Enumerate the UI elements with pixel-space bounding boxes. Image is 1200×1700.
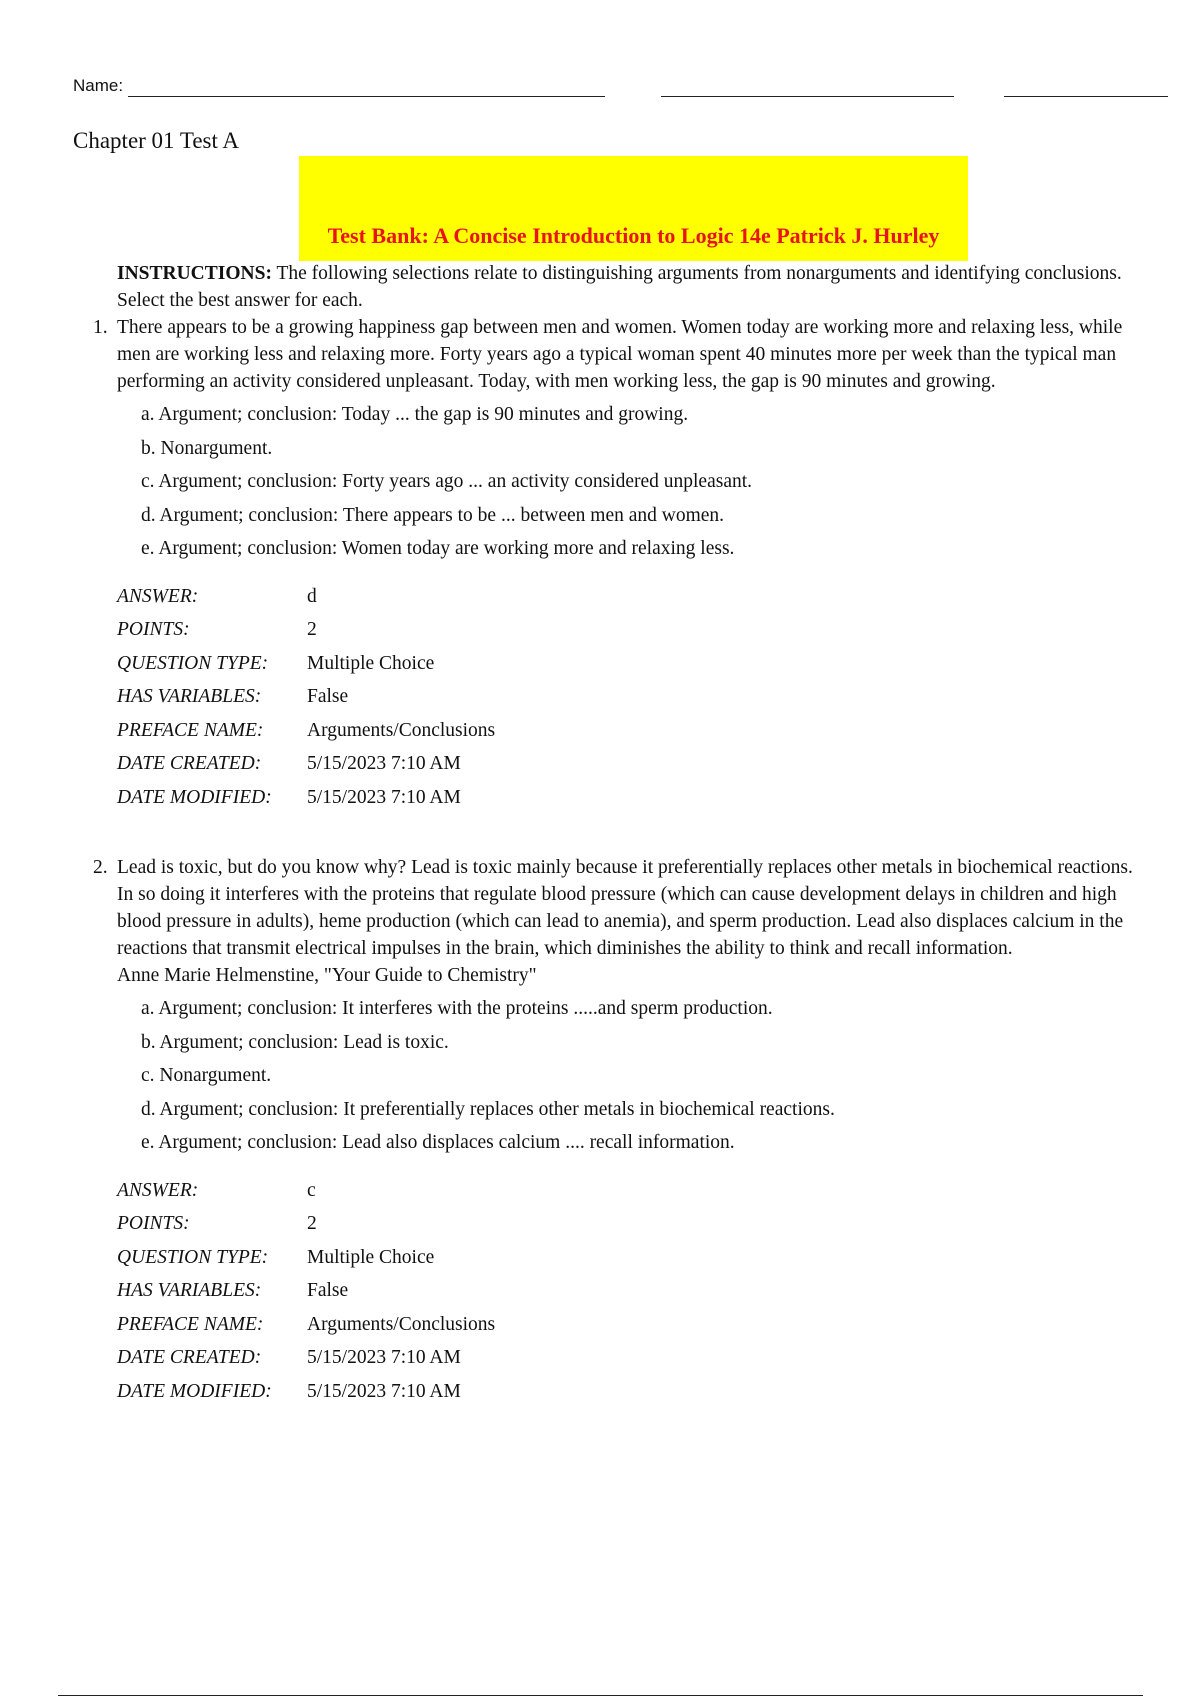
meta-value: 5/15/2023 7:10 AM [307,1347,461,1368]
question-number: 1. [93,317,108,338]
meta-preface-name [117,1308,1153,1342]
option-e: e. Argument; conclusion: Women today are working more and relaxing less. [141,538,735,559]
question-1 [93,314,1153,566]
footer-rule [58,1695,1143,1696]
meta-value: 5/15/2023 7:10 AM [307,753,461,774]
option-d: d. Argument; conclusion: There appears to be ... between men and women. [141,504,725,526]
name-label: Name: [73,76,124,95]
meta-key: POINTS: [117,619,190,640]
question-text: Lead is toxic, but do you know why? Lead is toxic mainly because it preferentially replaces other metals in biochemical reactions. In so doing it interferes with the proteins that regulate blood pressure (which can cause development delays in children and high blood pressure in adults), heme production (which can lead to anemia), and sperm production. Lead also displaces calcium in the reactions that transmit electrical impulses in the brain, which diminishes the ability to think and recall information. [117,857,1133,959]
meta-preface-name [117,714,1153,748]
meta-question-type [117,1241,1153,1275]
meta-date-modified [117,781,1153,815]
option-b: b. Argument; conclusion: Lead is toxic. [141,1031,449,1053]
question-source: Anne Marie Helmenstine, "Your Guide to Chemistry" [117,965,537,986]
meta-key: ANSWER: [117,1179,199,1201]
meta-answer [117,1174,1153,1208]
blank-line-2 [661,96,954,97]
meta-value: c [307,1179,316,1201]
blank-line-3 [1004,96,1168,97]
instructions-text: The following selections relate to distinguishing arguments from nonarguments and identifying conclusions. Select the best answer for each. [117,263,1122,311]
meta-has-variables [117,1274,1153,1308]
question-2-metadata [117,1174,1153,1409]
name-blank-line [128,96,605,97]
question-2 [93,854,1153,1160]
meta-value: Multiple Choice [307,1246,435,1268]
meta-date-modified [117,1375,1153,1409]
meta-key: QUESTION TYPE: [117,652,269,674]
meta-key: PREFACE NAME: [117,1313,264,1335]
meta-value: d [307,585,317,607]
meta-key: PREFACE NAME: [117,719,264,741]
option-a: a. Argument; conclusion: It interferes with the proteins .....and sperm production. [141,998,773,1019]
meta-value: 5/15/2023 7:10 AM [307,1380,461,1402]
question-1-metadata [117,580,1153,815]
instructions [117,260,1153,314]
option-c: c. Nonargument. [141,1065,272,1086]
meta-value: Arguments/Conclusions [307,1313,496,1335]
option-b: b. Nonargument. [141,437,273,459]
meta-key: HAS VARIABLES: [117,1280,262,1301]
option-d: d. Argument; conclusion: It preferentially replaces other metals in biochemical reactions. [141,1098,835,1120]
name-field-row [73,72,1168,100]
chapter-title: Chapter 01 Test A [73,128,239,153]
answer-options [117,398,1153,566]
title-banner [299,156,968,261]
meta-value: Arguments/Conclusions [307,719,496,741]
meta-answer [117,580,1153,614]
banner-title: Test Bank: A Concise Introduction to Logic 14e Patrick J. Hurley [327,223,940,248]
meta-date-created [117,1341,1153,1375]
meta-value: 2 [307,619,317,640]
meta-value: 5/15/2023 7:10 AM [307,786,461,808]
question-number: 2. [93,857,108,878]
instructions-label: INSTRUCTIONS: [117,263,272,284]
option-c: c. Argument; conclusion: Forty years ago ... an activity considered unpleasant. [141,471,753,492]
meta-value: 2 [307,1213,317,1234]
meta-value: False [307,1280,349,1301]
meta-key: ANSWER: [117,585,199,607]
option-a: a. Argument; conclusion: Today ... the gap is 90 minutes and growing. [141,404,689,425]
meta-key: DATE MODIFIED: [117,786,272,808]
meta-key: HAS VARIABLES: [117,686,262,707]
meta-date-created [117,747,1153,781]
meta-key: POINTS: [117,1213,190,1234]
meta-points [117,1207,1153,1241]
meta-key: DATE MODIFIED: [117,1380,272,1402]
option-e: e. Argument; conclusion: Lead also displaces calcium .... recall information. [141,1132,735,1153]
meta-key: QUESTION TYPE: [117,1246,269,1268]
test-content [93,260,1153,1408]
meta-key: DATE CREATED: [117,1347,262,1368]
meta-question-type [117,647,1153,681]
answer-options [117,992,1153,1160]
question-text: There appears to be a growing happiness gap between men and women. Women today are working more and relaxing less, while men are working less and relaxing more. Forty years ago a typical woman spent 40 minutes more per week than the typical man performing an activity considered unpleasant. Today, with men working less, the gap is 90 minutes and growing. [117,317,1123,392]
meta-points [117,613,1153,647]
meta-value: Multiple Choice [307,652,435,674]
meta-key: DATE CREATED: [117,753,262,774]
meta-has-variables [117,680,1153,714]
meta-value: False [307,686,349,707]
